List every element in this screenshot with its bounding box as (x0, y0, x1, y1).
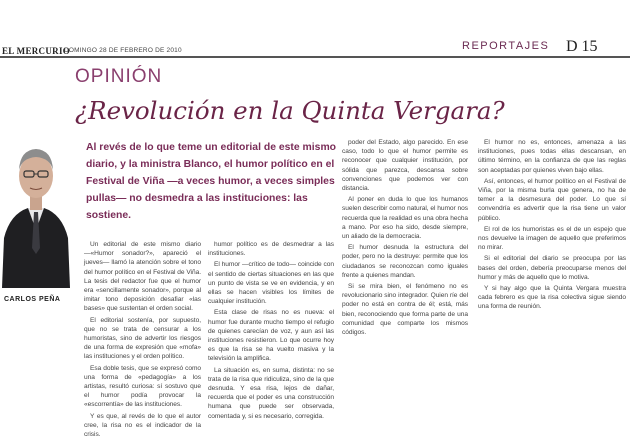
article-dek: Al revés de lo que teme un editorial de este mismo diario, y la ministra Blanco, el humor político en el Festival de Viña —a veces humor, a veces simples pullas— no desmedra a las instituciones: las sostiene. (86, 142, 337, 221)
paragraph: Un editorial de este mismo diario —«Humor sonador?», apareció el jueves— llamó la atención sobre el tono del humor político en el Festival de Viña. La tesis del redactor fue que el humor era «sencillamente sonador», porque al imitar tono deposición desafiar «las bases» que sustentan el orden social. (84, 241, 201, 313)
page-number: D 15 (566, 38, 598, 55)
text-column-3 (342, 138, 468, 339)
text-column-1 (84, 240, 201, 441)
paragraph: Así, entonces, el humor político en el Festival de Viña, por la misma burla que genera, no ha de temer a la desmesura del poder. Lo que sí convendría es advertir que la risa tiene un valor público. (478, 177, 626, 222)
kicker: OPINIÓN (75, 66, 163, 87)
author-photo (0, 118, 72, 288)
text-column-2 (208, 240, 334, 423)
section-label: REPORTAJES (462, 40, 550, 52)
paragraph: Al poner en duda lo que los humanos suelen describir como natural, el humor nos recuerda que la realidad es una obra hecha a mano. Por eso ha sido, desde siempre, un aliado de la democracia. (342, 196, 468, 241)
headline: ¿Revolución en la Quinta Vergara? (75, 96, 505, 125)
masthead: EL MERCURIO (2, 46, 71, 56)
paragraph: El rol de los humoristas es el de un espejo que nos devuelve la imagen de aquello que preferimos no mirar. (478, 225, 626, 252)
dateline: DOMINGO 28 DE FEBRERO DE 2010 (64, 47, 182, 54)
header-rule (0, 56, 630, 58)
text-column-4 (478, 138, 626, 314)
paragraph: El humor desnuda la estructura del poder, pero no la destruye: permite que los ciudadanos se reconozcan como iguales frente a quienes mandan. (342, 244, 468, 279)
newspaper-header (0, 0, 630, 62)
paragraph: El humor —crítico de todo— coincide con el sentido de ciertas situaciones en las que un punto de vista se ve en evidencia, y en ellas se hacen visibles los límites de cualquier institución. (208, 261, 334, 306)
paragraph: La situación es, en suma, distinta: no se trata de la risa que ridiculiza, sino de la que desnuda. Y esa risa, lejos de dañar, recuerda que el poder es una construcción humana que puede ser observada, comentada y, si es necesario, corregida. (208, 366, 334, 420)
paragraph: Si el editorial del diario se preocupa por las bases del orden, debería preocuparse menos del humor y más de aquello que lo motiva. (478, 255, 626, 281)
paragraph: Si se mira bien, el fenómeno no es revolucionario sino integrador. Quien ríe del poder no está en contra de él; está, más bien, reconociendo que forma parte de una comunidad que comparte los mismos códigos. (342, 283, 468, 337)
paragraph: El editorial sostenía, por supuesto, que no se trata de censurar a los humoristas, sino de advertir los riesgos de una forma de expresión que «mofa» las instituciones y el orden político. (84, 316, 201, 361)
paragraph: poder del Estado, algo parecido. En ese caso, todo lo que el humor permite es reconocer que cualquier institución, por sólida que parezca, descansa sobre convenciones que podemos ver con distancia. (342, 139, 468, 193)
paragraph: Esta clase de risas no es nueva: el humor fue durante mucho tiempo el refugio de quienes carecían de voz, y aun así las instituciones resistieron. Lo que ocurre hoy es que la risa se ha vuelto masiva y la televisión la amplifica. (208, 309, 334, 363)
author-name: CARLOS PEÑA (4, 296, 61, 303)
paragraph: Y es que, al revés de lo que el autor cree, la risa no es el indicador de la crisis. (84, 412, 201, 439)
paragraph: Y si hay algo que la Quinta Vergara muestra cada febrero es que la risa colectiva sigue siendo una forma de reunión. (478, 285, 626, 311)
paragraph: Esa doble tesis, que se expresó como una forma de «pedagogía» a los artistas, resultó curiosa: sí sostuvo que el humor podía provocar la «escorrentía» de las instituciones. (84, 364, 201, 409)
author-portrait-icon (0, 118, 72, 288)
paragraph: humor político es de desmedrar a las instituciones. (208, 241, 334, 258)
paragraph: El humor no es, entonces, amenaza a las instituciones, pues todas ellas descansan, en último término, en la confianza de que las reglas son aceptadas por quienes viven bajo ellas. (478, 139, 626, 174)
